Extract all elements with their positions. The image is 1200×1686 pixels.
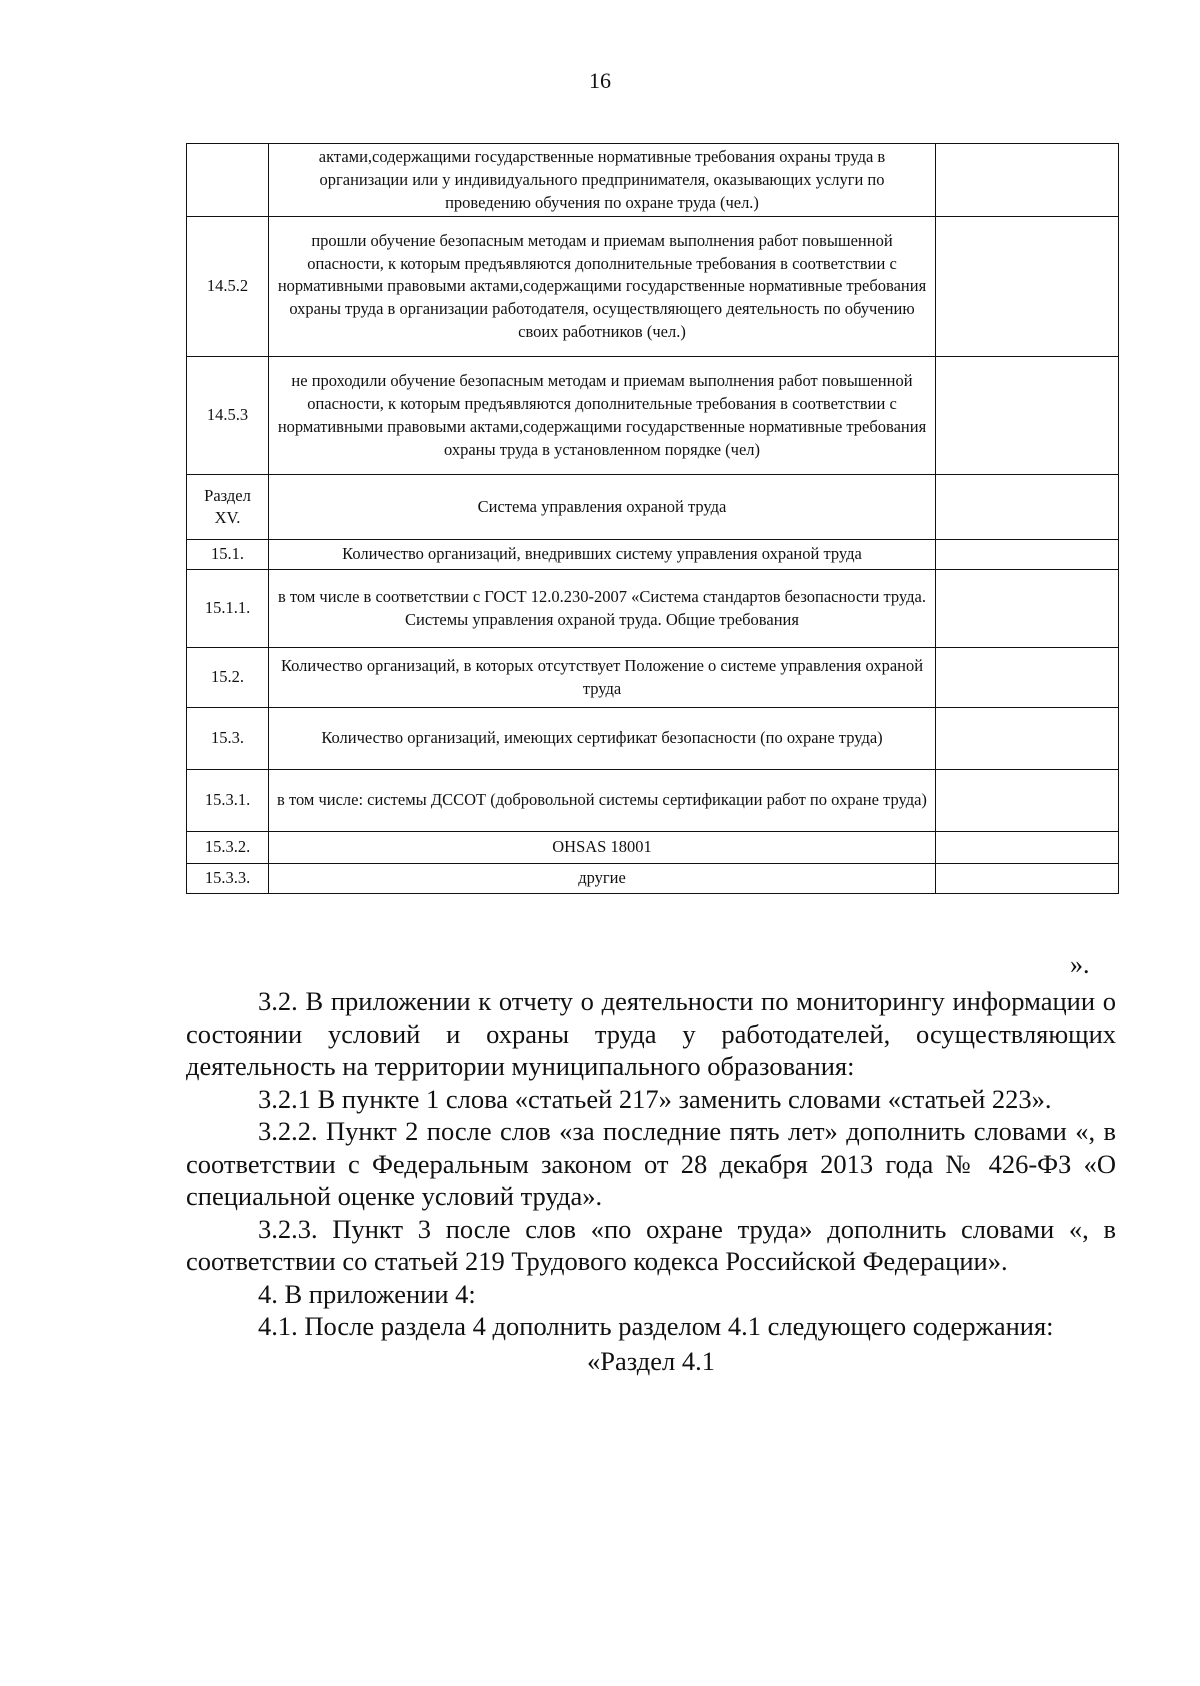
table-row	[187, 570, 1119, 648]
row-value	[936, 540, 1119, 570]
section-heading: «Раздел 4.1	[587, 1345, 715, 1376]
row-text: OHSAS 18001	[269, 832, 936, 864]
table-row	[187, 648, 1119, 708]
paragraph: 4.1. После раздела 4 дополнить разделом 4.1 следующего содержания:	[258, 1311, 1054, 1341]
paragraph: 4. В приложении 4:	[258, 1278, 476, 1309]
row-text: в том числе: системы ДССОТ (добровольной системы сертификации работ по охране труда)	[269, 770, 936, 832]
row-text: Количество организаций, в которых отсутствует Положение о системе управления охраной труда	[269, 648, 936, 708]
row-code: 15.2.	[187, 648, 269, 708]
row-value	[936, 570, 1119, 648]
table-row	[187, 832, 1119, 864]
row-value	[936, 832, 1119, 864]
paragraph: 3.2.2. Пункт 2 после слов «за последние пять лет» дополнить словами «, в соответствии с Федеральным законом от 28 декабря 2013 года № 426-ФЗ «О специальной оценке условий труда».	[186, 1116, 1116, 1211]
row-code: 15.3.2.	[187, 832, 269, 864]
row-text: прошли обучение безопасным методам и приемам выполнения работ повышенной опасности, к которым предъявляются дополнительные требования в соответствии с нормативными правовыми актами,содержащими государственные нормативные требования охраны труда в организации работодателя, осуществляющего деятельность по обучению своих работников (чел.)	[269, 217, 936, 357]
row-code: 15.1.1.	[187, 570, 269, 648]
row-text: другие	[269, 864, 936, 894]
paragraph: 3.2. В приложении к отчету о деятельности по мониторингу информации о состоянии условий и охраны труда у работодателей, осуществляющих деятельность на территории муниципального образования:	[186, 986, 1116, 1081]
row-value	[936, 648, 1119, 708]
row-text: Количество организаций, внедривших систему управления охраной труда	[269, 540, 936, 570]
row-code: 14.5.2	[187, 217, 269, 357]
row-value	[936, 864, 1119, 894]
row-code: 15.3.	[187, 708, 269, 770]
row-value	[936, 708, 1119, 770]
row-code: 15.3.3.	[187, 864, 269, 894]
page-number: 16	[589, 68, 611, 93]
row-value	[936, 144, 1119, 217]
row-text: Количество организаций, имеющих сертификат безопасности (по охране труда)	[269, 708, 936, 770]
table-row	[187, 540, 1119, 570]
closing-quote: ».	[1070, 950, 1090, 979]
row-value	[936, 357, 1119, 475]
paragraph: 3.2.3. Пункт 3 после слов «по охране труда» дополнить словами «, в соответствии со статьей 219 Трудового кодекса Российской Федерации».	[186, 1213, 1116, 1276]
row-code: 15.3.1.	[187, 770, 269, 832]
table-row	[187, 770, 1119, 832]
table-row	[187, 357, 1119, 475]
report-table	[186, 143, 1119, 894]
row-text: в том числе в соответствии с ГОСТ 12.0.230-2007 «Система стандартов безопасности труда. Системы управления охраной труда. Общие требования	[269, 570, 936, 648]
row-text: Система управления охраной труда	[269, 475, 936, 540]
row-text: актами,содержащими государственные нормативные требования охраны труда в организации или у индивидуального предпринимателя, оказывающих услуги по проведению обучения по охране труда (чел.)	[269, 144, 936, 217]
paragraph: 3.2.1 В пункте 1 слова «статьей 217» заменить словами «статьей 223».	[258, 1083, 1052, 1114]
body-text	[186, 985, 1116, 1377]
table-row	[187, 708, 1119, 770]
row-code: 14.5.3	[187, 357, 269, 475]
row-text: не проходили обучение безопасным методам и приемам выполнения работ повышенной опасности, к которым предъявляются дополнительные требования в соответствии с нормативными правовыми актами,содержащими государственные нормативные требования охраны труда в установленном порядке (чел)	[269, 357, 936, 475]
row-value	[936, 217, 1119, 357]
table-row	[187, 144, 1119, 217]
row-value	[936, 770, 1119, 832]
table-row	[187, 217, 1119, 357]
table-row	[187, 475, 1119, 540]
row-value	[936, 475, 1119, 540]
table-row	[187, 864, 1119, 894]
row-code: 15.1.	[187, 540, 269, 570]
row-code: Раздел XV.	[187, 475, 269, 540]
row-code	[187, 144, 269, 217]
